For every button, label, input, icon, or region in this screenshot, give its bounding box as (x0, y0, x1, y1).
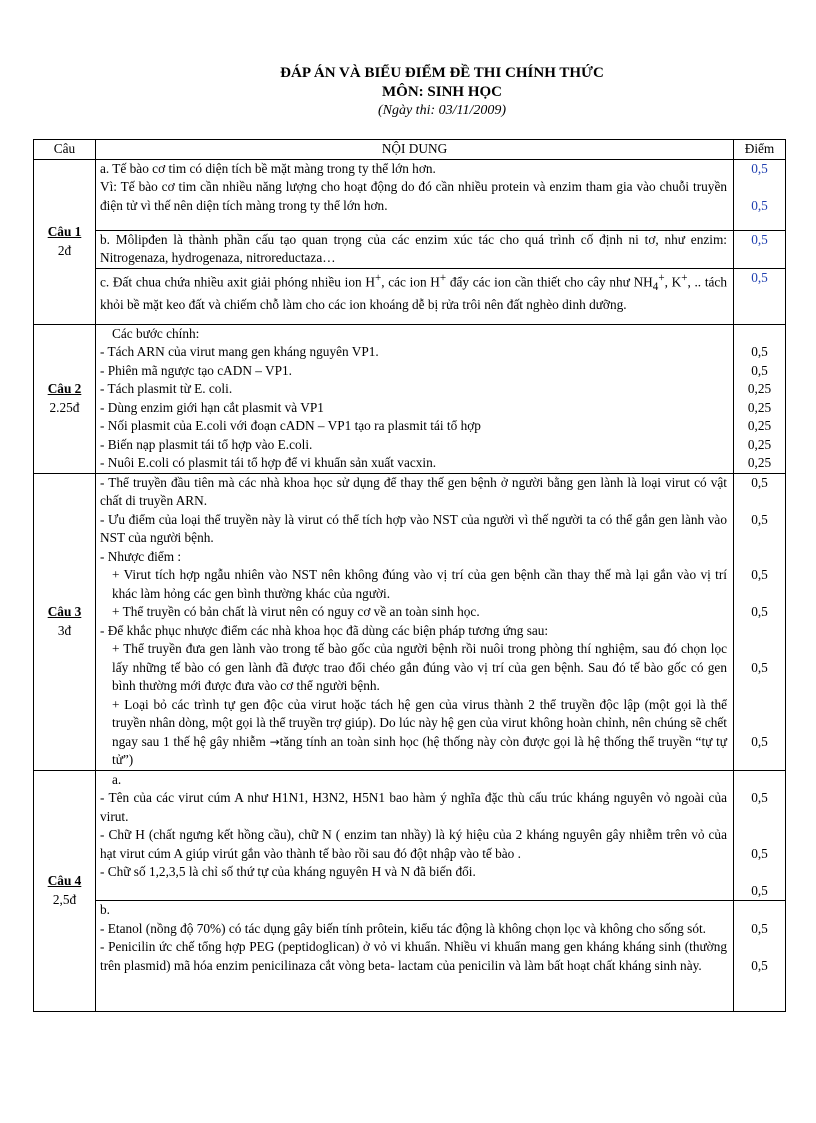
answer-text: b. (100, 902, 110, 917)
table-row (34, 901, 786, 1012)
answer-text: + Virut tích hợp ngẫu nhiên vào NST nên không đúng vào vị trí của gen bệnh cần thay thế mà lại gắn vào vị trí khác làm hỏng các gen bình thường khác của người. (112, 567, 727, 601)
answer-text: Các bước chính: (112, 325, 200, 341)
answer-text: - Chữ H (chất ngưng kết hồng cầu), chữ N ( enzim tan nhầy) là ký hiệu của 2 kháng nguyên gây nhiễm trên vỏ của hạt virut cúm A giúp virút gắn vào thành tế bào rồi sau đó đột nhập vào tế bào . (100, 827, 727, 861)
step: - Tách plasmit từ E. coli. (100, 381, 233, 396)
answer-text: - Ưu điểm của loại thể truyền này là virut có thể tích hợp vào NST của người vì thế người ta có thể gắn gen lành vào NST của người bệnh. (100, 511, 727, 545)
score-cell (734, 268, 786, 324)
score: 0,5 (751, 957, 768, 973)
score: 0,5 (751, 344, 768, 359)
document-title: ĐÁP ÁN VÀ BIỂU ĐIỂM ĐỀ THI CHÍNH THỨC (280, 65, 604, 81)
answer-text: - Nhược điểm : (100, 548, 182, 564)
question-points: 2,5đ (52, 891, 77, 907)
question-points: 2đ (57, 242, 72, 258)
question-label: Câu 1 (47, 224, 82, 239)
question-cell-1 (34, 159, 96, 324)
col-header-noidung: NỘI DUNG (96, 140, 734, 160)
table-row (34, 230, 786, 268)
score-cell (734, 324, 786, 473)
score: 0,5 (751, 733, 768, 749)
answer-text: b. Môlipđen là thành phần cấu tạo quan trọng của các enzim xúc tác cho quá trình cố định ni tơ, như enzim: Nitrogenaza, hydrogenaza, nitroreductaza… (100, 231, 727, 265)
score: 0,5 (751, 362, 768, 378)
answer-text: c. Đất chua chứa nhiều axit giải phóng nhiều ion H+, các ion H+ đẩy các ion cần thiết cho cây như $NH_4^+$, K+, .. tách khỏi bề mặt keo đất và chiếm chỗ làm cho các ion khoáng dễ bị rửa trôi nên đất nghèo dinh dưỡng. (100, 271, 727, 313)
step: - Nối plasmit của E.coli với đoạn cADN – VP1 tạo ra plasmit tái tổ hợp (100, 418, 481, 433)
answer-text: + Thể truyền đưa gen lành vào trong tế bào gốc của người bệnh rồi nuôi trong phòng thí nghiệm, sau đó chọn lọc lấy những tế bào có gen lành đã được trao đổi chéo gắn đúng vào vị trí của gen bệnh. Sau đó tế bào gốc có gen bình thường mới được đưa vào cơ thể người bệnh. (112, 641, 727, 693)
score: 0,5 (751, 269, 768, 285)
table-row (34, 268, 786, 324)
step: - Tách ARN của virut mang gen kháng nguyên VP1. (100, 344, 379, 359)
question-cell-4 (34, 770, 96, 1012)
answer-text: + Loại bỏ các trình tự gen độc của virut hoặc tách hệ gen của virus thành 2 thể truyền độc lập (một gọi là thể truyền nhân dòng, một gọi là thể truyền trợ giúp). Do lúc này hệ gen của virut không hoàn chỉnh, nên chúng sẽ chết ngay sau 1 thế hệ gây nhiễm →tăng tính an toàn sinh học (hệ thống này còn được gọi là hệ thống thể truyền “tự tự tử”) (112, 696, 727, 767)
content-cell (96, 901, 734, 1012)
answer-text: - Thể truyền đầu tiên mà các nhà khoa học sử dụng để thay thế gen bệnh ở người bằng gen lành là loại virut có vật chất di truyền ARN. (100, 474, 727, 508)
question-cell-2 (34, 324, 96, 473)
score: 0,5 (751, 659, 768, 675)
table-row (34, 324, 786, 473)
score: 0,25 (747, 455, 772, 470)
score: 0,5 (751, 604, 768, 619)
col-header-cau: Câu (34, 140, 96, 160)
content-cell (96, 268, 734, 324)
score-cell (734, 159, 786, 230)
score: 0,5 (751, 231, 768, 247)
table-header-row (34, 140, 786, 160)
answer-text: - Để khắc phục nhược điểm các nhà khoa học đã dùng các biện pháp tương ứng sau: (100, 622, 549, 638)
score: 0,5 (751, 920, 768, 936)
question-label: Câu 2 (47, 381, 82, 396)
score-cell (734, 770, 786, 901)
score: 0,5 (751, 511, 768, 527)
content-cell (96, 159, 734, 230)
content-cell (96, 473, 734, 770)
score: 0,5 (751, 567, 768, 582)
answer-text: - Tên của các virut cúm A như H1N1, H3N2, H5N1 bao hàm ý nghĩa đặc thù cấu trúc kháng nguyên vỏ ngoài của virut. (100, 790, 727, 824)
step: - Phiên mã ngược tạo cADN – VP1. (100, 362, 292, 378)
answer-table (33, 139, 786, 1012)
table-row (34, 770, 786, 901)
score: 0,5 (751, 197, 768, 213)
table-row (34, 473, 786, 770)
score: 0,25 (747, 418, 772, 433)
exam-date: (Ngày thi: 03/11/2009) (377, 103, 507, 118)
step: - Nuôi E.coli có plasmit tái tổ hợp để vi khuẩn sản xuất vacxin. (100, 455, 437, 470)
answer-text: + Thể truyền có bản chất là virut nên có nguy cơ về an toàn sinh học. (112, 604, 480, 619)
question-label: Câu 3 (47, 604, 82, 619)
question-points: 3đ (57, 622, 72, 638)
score: 0,25 (747, 436, 772, 452)
col-header-diem: Điểm (734, 140, 786, 160)
score-cell (734, 230, 786, 268)
answer-text: - Etanol (nồng độ 70%) có tác dụng gây biến tính prôtein, kiểu tác động là không chọn lọc và không cho sống sót. (100, 920, 706, 936)
question-label: Câu 4 (47, 873, 82, 889)
content-cell (96, 324, 734, 473)
answer-text: a. (112, 771, 122, 787)
score: 0,25 (747, 381, 772, 396)
score: 0,5 (751, 882, 768, 898)
score: 0,5 (751, 160, 768, 176)
arrow-right-icon: → (269, 734, 280, 749)
content-cell (96, 230, 734, 268)
document-header (0, 64, 816, 120)
score: 0,5 (751, 790, 768, 805)
score-cell (734, 901, 786, 1012)
answer-text: a. Tế bào cơ tim có diện tích bề mặt màng trong ty thể lớn hơn. (100, 160, 436, 176)
score: 0,25 (747, 399, 772, 415)
content-cell (96, 770, 734, 901)
question-points: 2.25đ (49, 399, 80, 415)
score: 0,5 (751, 474, 768, 490)
subject-title: MÔN: SINH HỌC (382, 84, 502, 100)
score-cell (734, 473, 786, 770)
table-row (34, 159, 786, 230)
answer-text: - Chữ số 1,2,3,5 là chỉ số thứ tự của kháng nguyên H và N đã biến đổi. (100, 864, 476, 879)
score: 0,5 (751, 845, 768, 861)
answer-text: - Penicilin ức chế tổng hợp PEG (peptidoglican) ở vỏ vi khuẩn. Nhiều vi khuẩn mang gen kháng kháng sinh (thường trên plasmid) mã hóa enzim penicilinaza cắt vòng beta- lactam của penicilin và làm bất hoạt chất kháng sinh này. (100, 939, 727, 973)
answer-text: Vì: Tế bào cơ tim cần nhiều năng lượng cho hoạt động do đó cần nhiều protein và enzim tham gia vào chuỗi truyền điện tử vì thế nên diện tích màng trong ty thể lớn hơn. (100, 179, 727, 213)
question-cell-3 (34, 473, 96, 770)
step: - Biến nạp plasmit tái tổ hợp vào E.coli. (100, 436, 313, 452)
step: - Dùng enzim giới hạn cắt plasmit và VP1 (100, 399, 324, 415)
